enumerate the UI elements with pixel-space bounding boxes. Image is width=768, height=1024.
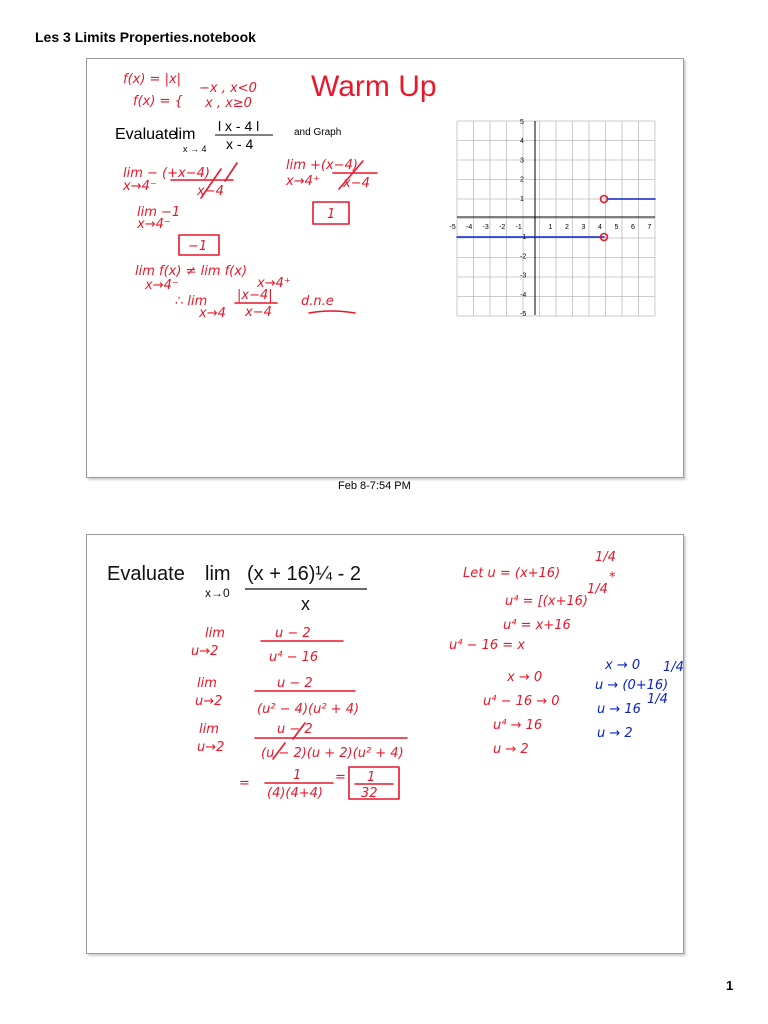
- slide1-timestamp: Feb 8-7:54 PM: [338, 480, 411, 492]
- u-to-2: u → 2: [493, 742, 529, 757]
- ink-conclusion-underline: [309, 311, 355, 313]
- step3-sub: u→2: [197, 740, 225, 755]
- u4-to-16: u⁴ → 16: [493, 718, 543, 733]
- y-tick-label: -3: [520, 272, 527, 280]
- step1-lim: lim: [205, 626, 225, 641]
- y-tick-label: -2: [520, 253, 527, 261]
- evaluate-label-2: Evaluate: [107, 563, 185, 585]
- and-graph-label: and Graph: [294, 127, 342, 138]
- ink-f-def-2: f(x) = {: [133, 94, 183, 109]
- lim-word: lim: [175, 126, 196, 143]
- let-line: Let u = (x+16): [463, 566, 561, 581]
- answer-den: 32: [361, 786, 378, 801]
- piecewise-graph: [450, 119, 656, 318]
- u4-line: u⁴ = [(x+16): [505, 594, 588, 609]
- eq-sign: =: [239, 776, 250, 791]
- ink-neq-sub-right: x→4⁺: [257, 276, 291, 291]
- lim-subscript-2: x→0: [205, 586, 230, 600]
- step2-lim: lim: [197, 676, 217, 691]
- ink-conclusion-sub: x→4: [199, 306, 226, 321]
- step1-sub: u→2: [191, 644, 219, 659]
- warm-up-heading: Warm Up: [311, 70, 437, 103]
- final-num: 1: [293, 768, 302, 783]
- lim-word-2: lim: [205, 563, 231, 585]
- ink-left-sub: x→4⁻: [123, 179, 157, 194]
- u4-minus: u⁴ − 16 = x: [449, 638, 526, 653]
- ink-neq-sub-left: x→4⁻: [145, 278, 179, 293]
- y-tick-label: -5: [520, 311, 527, 318]
- graph-grid: [457, 121, 655, 316]
- y-tick-label: 1: [520, 195, 524, 203]
- step3-den: (u − 2)(u + 2)(u² + 4): [261, 746, 404, 761]
- final-eq: =: [335, 770, 346, 785]
- step3-num: u − 2: [277, 722, 313, 737]
- ink-right-den: x−4: [343, 176, 370, 191]
- y-tick-label: 3: [520, 157, 524, 165]
- x-tick-label: 1: [548, 224, 553, 231]
- ink-right-sub: x→4⁺: [286, 174, 320, 189]
- step3-lim: lim: [199, 722, 219, 737]
- x-tick-label: -3: [482, 224, 489, 231]
- blue-exp-2: 1/4: [647, 692, 668, 707]
- ink-conclusion-prefix: ∴ lim: [175, 294, 208, 309]
- x-tick-label: 6: [631, 224, 635, 231]
- lim-subscript: x → 4: [183, 144, 207, 154]
- x-tick-label: -2: [499, 224, 506, 231]
- y-tick-label: -4: [520, 291, 527, 299]
- ink-conclusion-result: d.n.e: [301, 294, 334, 309]
- x-tick-label: -5: [449, 224, 456, 231]
- slide2-canvas: [87, 535, 683, 953]
- ink-f-def-1: f(x) = |x|: [123, 72, 182, 87]
- x-tick-label: 4: [598, 224, 602, 231]
- slide1-canvas: [87, 59, 683, 477]
- ink-case-2: x , x≥0: [205, 96, 252, 111]
- blue-exp-1: 1/4: [663, 660, 684, 675]
- slide-warm-up[interactable]: [86, 58, 684, 478]
- x-tick-label: 7: [647, 224, 652, 231]
- ink-right-answer: 1: [327, 207, 336, 222]
- u4-eq: u⁴ = x+16: [503, 618, 571, 633]
- x-to-0: x → 0: [507, 670, 543, 685]
- step2-den: (u² − 4)(u² + 4): [257, 702, 360, 717]
- ink-conclusion-den: x−4: [245, 305, 272, 320]
- x-tick-label: -4: [466, 224, 473, 231]
- step1-num: u − 2: [275, 626, 311, 641]
- blue-x-to-0: x → 0: [605, 658, 641, 673]
- y-tick-label: 2: [520, 176, 524, 184]
- page-number: 1: [726, 978, 734, 993]
- step2-num: u − 2: [277, 676, 313, 691]
- fraction-numerator: l x - 4 l: [218, 118, 260, 134]
- final-den: (4)(4+4): [267, 786, 323, 801]
- x-tick-label: 3: [581, 224, 586, 231]
- document-title: Les 3 Limits Properties.notebook: [35, 29, 256, 45]
- fraction-denominator-2: x: [301, 594, 310, 614]
- ink-right-lim: lim +(x−4): [286, 158, 358, 173]
- blue-u-to-16: u → 16: [597, 702, 641, 717]
- fraction-denominator: x - 4: [226, 136, 254, 152]
- x-tick-label: -1: [515, 224, 522, 231]
- ink-left-den: x−4: [197, 184, 224, 199]
- fraction-numerator-2: (x + 16)¼ - 2: [247, 563, 361, 585]
- slide-evaluate-root[interactable]: [86, 534, 684, 954]
- y-tick-label: -1: [520, 234, 527, 242]
- ink-left-step: lim −1: [137, 205, 181, 220]
- ink-left-answer: −1: [188, 239, 208, 254]
- evaluate-label: Evaluate: [115, 126, 178, 143]
- step1-den: u⁴ − 16: [269, 650, 319, 665]
- let-exp: 1/4: [595, 550, 616, 565]
- u4-to-0: u⁴ − 16 → 0: [483, 694, 560, 709]
- x-tick-label: 2: [565, 224, 569, 231]
- answer-num: 1: [367, 770, 376, 785]
- x-tick-labels: [450, 224, 652, 231]
- ink-left-lim: lim − (+x−4): [123, 166, 210, 181]
- y-tick-label: 5: [520, 119, 524, 126]
- u4-exp: 1/4: [587, 582, 608, 597]
- ink-left-step-sub: x→4⁻: [137, 217, 171, 232]
- blue-u-to-0-16: u → (0+16): [595, 678, 669, 693]
- x-tick-label: 5: [614, 224, 619, 231]
- y-tick-label: 4: [520, 138, 524, 146]
- u4-star: ⁎: [609, 566, 616, 581]
- ink-case-1: −x , x<0: [199, 81, 257, 96]
- ink-neq-line: lim f(x) ≠ lim f(x): [135, 264, 248, 279]
- step2-sub: u→2: [195, 694, 223, 709]
- ink-conclusion-num: |x−4|: [237, 288, 273, 303]
- blue-u-to-2: u → 2: [597, 726, 633, 741]
